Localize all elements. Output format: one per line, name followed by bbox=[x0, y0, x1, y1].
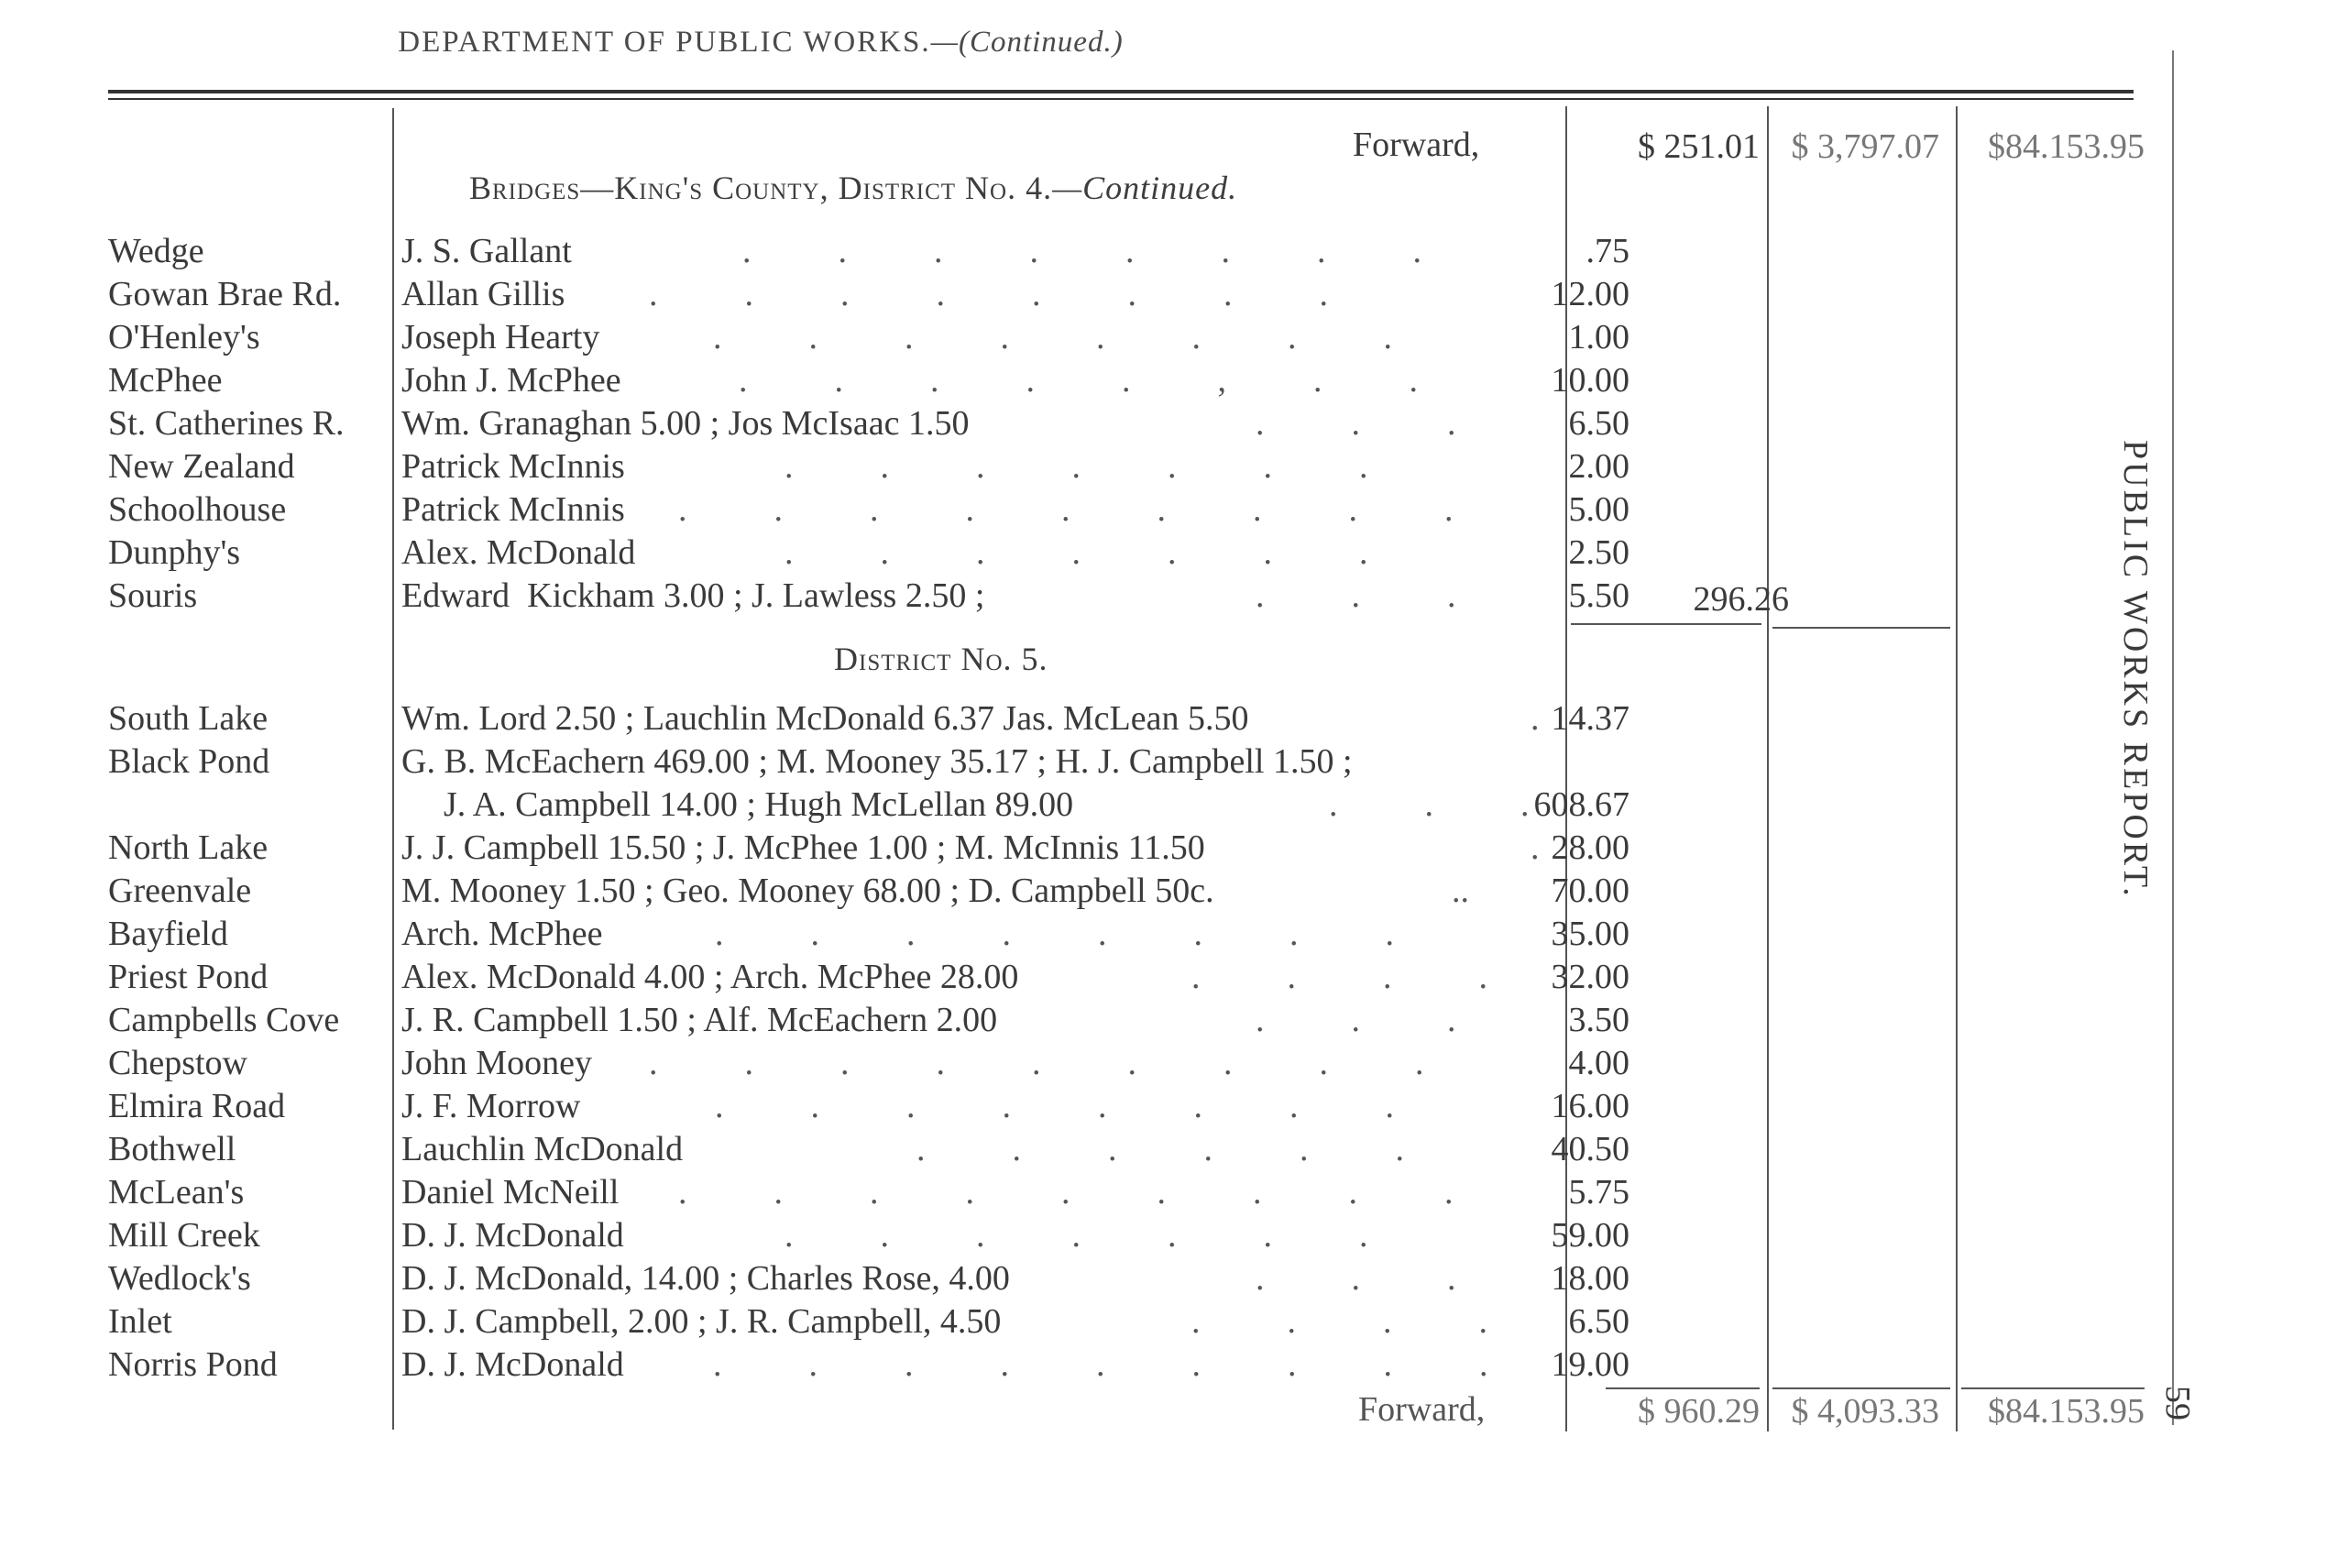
leader-dots: . . . . . , . . bbox=[739, 361, 1418, 400]
leader-dots: . . . . . . . . bbox=[742, 232, 1421, 270]
leader-dots: . . . . . . . . bbox=[715, 1087, 1394, 1125]
leader-dots: . . . . . . . . bbox=[649, 275, 1328, 313]
row-payee: J. J. Campbell 15.50 ; J. McPhee 1.00 ; M. McInnis 11.50 bbox=[401, 828, 1205, 867]
table-row bbox=[0, 871, 2218, 913]
leader-dots: . . . . . . . . . bbox=[678, 490, 1454, 529]
row-payee: Lauchlin McDonald bbox=[401, 1130, 684, 1168]
row-amount: 3.50 bbox=[1568, 1001, 1629, 1039]
row-amount: 35.00 bbox=[1551, 915, 1629, 953]
row-amount: 70.00 bbox=[1551, 872, 1629, 910]
row-amount: 5.00 bbox=[1568, 490, 1629, 529]
row-amount: 59.00 bbox=[1551, 1216, 1629, 1255]
table-row bbox=[0, 274, 2218, 316]
forward-top-col1: $ 251.01 bbox=[1638, 127, 1760, 166]
section2-title: District No. 5. bbox=[834, 641, 1048, 677]
leader-dots: . . . . . . . . . bbox=[713, 1345, 1488, 1384]
row-amount: 2.50 bbox=[1568, 533, 1629, 572]
row-location: Gowan Brae Rd. bbox=[108, 275, 342, 313]
row-location: Inlet bbox=[108, 1302, 172, 1341]
table-row bbox=[0, 532, 2218, 575]
row-payee: John J. McPhee bbox=[401, 361, 621, 400]
row-payee: Patrick McInnis bbox=[401, 447, 625, 486]
table-row bbox=[0, 446, 2218, 488]
running-title: PUBLIC WORKS REPORT. bbox=[2116, 440, 2155, 899]
leader-dots: . . . bbox=[1329, 785, 1530, 824]
row-payee: Wm. Lord 2.50 ; Lauchlin McDonald 6.37 Jas. McLean 5.50 bbox=[401, 699, 1249, 738]
row-amount: 18.00 bbox=[1551, 1259, 1629, 1298]
row-amount: 10.00 bbox=[1551, 361, 1629, 400]
subtotal-rule-col1 bbox=[1571, 623, 1761, 625]
row-payee: Arch. McPhee bbox=[401, 915, 603, 953]
forward-bottom-col2: $ 4,093.33 bbox=[1791, 1392, 1939, 1431]
row-location: McLean's bbox=[108, 1173, 245, 1212]
row-payee: Patrick McInnis bbox=[401, 490, 625, 529]
table-row bbox=[0, 1301, 2218, 1343]
row-payee: Joseph Hearty bbox=[401, 318, 600, 356]
row-payee: Alex. McDonald bbox=[401, 533, 636, 572]
row-amount: 28.00 bbox=[1551, 828, 1629, 867]
leader-dots: . . . bbox=[1256, 1001, 1456, 1039]
header-continued: —(Continued.) bbox=[930, 26, 1124, 59]
row-payee: Wm. Granaghan 5.00 ; Jos McIsaac 1.50 bbox=[401, 404, 970, 443]
section1-title-text: Bridges—King's County, District No. 4. bbox=[469, 170, 1053, 206]
subtotal-rule-col2 bbox=[1772, 627, 1950, 629]
row-payee: D. J. McDonald bbox=[401, 1216, 624, 1255]
leader-dots: . . . . . . . . bbox=[713, 318, 1392, 356]
row-payee: J. F. Morrow bbox=[401, 1087, 581, 1125]
row-location: Mill Creek bbox=[108, 1216, 260, 1255]
leader-dots: . . . . bbox=[1191, 1302, 1487, 1341]
page-number: 59 bbox=[2158, 1386, 2197, 1420]
table-row bbox=[0, 957, 2218, 999]
row-payee: J. R. Campbell 1.50 ; Alf. McEachern 2.00 bbox=[401, 1001, 998, 1039]
row-location: South Lake bbox=[108, 699, 269, 738]
row-amount: 6.50 bbox=[1568, 1302, 1629, 1341]
row-amount: 40.50 bbox=[1551, 1130, 1629, 1168]
row-amount: 1.00 bbox=[1568, 318, 1629, 356]
row-amount: 14.37 bbox=[1551, 699, 1629, 738]
row-location: Wedlock's bbox=[108, 1259, 251, 1298]
row-location: Wedge bbox=[108, 232, 204, 270]
leader-dots: . . . . . . . . . bbox=[649, 1044, 1424, 1082]
row-location: McPhee bbox=[108, 361, 223, 400]
forward-bottom-col3: $84.153.95 bbox=[1988, 1392, 2145, 1431]
table-row bbox=[0, 698, 2218, 740]
leader-dots: . . . . . . . bbox=[784, 447, 1368, 486]
row-payee: Daniel McNeill bbox=[401, 1173, 620, 1212]
forward-label-top: Forward, bbox=[1353, 126, 1480, 164]
row-payee: M. Mooney 1.50 ; Geo. Mooney 68.00 ; D. Campbell 50c. bbox=[401, 872, 1214, 910]
leader-dots: . . . bbox=[1256, 576, 1456, 615]
leader-dots: . bbox=[1531, 828, 1540, 867]
total-rule-col2 bbox=[1772, 1387, 1950, 1389]
row-amount: 5.50 bbox=[1568, 576, 1629, 615]
table-row bbox=[0, 914, 2218, 956]
forward-top-col2: $ 3,797.07 bbox=[1791, 127, 1939, 166]
row-payee: Allan Gillis bbox=[401, 275, 565, 313]
row-location: Campbells Cove bbox=[108, 1001, 340, 1039]
row-location: New Zealand bbox=[108, 447, 295, 486]
table-row bbox=[0, 828, 2218, 870]
row-payee: J. S. Gallant bbox=[401, 232, 572, 270]
forward-top-col3: $84.153.95 bbox=[1988, 127, 2145, 166]
row-payee: D. J. McDonald, 14.00 ; Charles Rose, 4.00 bbox=[401, 1259, 1010, 1298]
row-location: Greenvale bbox=[108, 872, 252, 910]
row-location: St. Catherines R. bbox=[108, 404, 345, 443]
table-row bbox=[0, 1172, 2218, 1214]
table-row bbox=[0, 360, 2218, 402]
row-payee: D. J. McDonald bbox=[401, 1345, 624, 1384]
table-row bbox=[0, 576, 2218, 618]
table-row bbox=[0, 1086, 2218, 1128]
header-rule-top bbox=[108, 90, 2134, 93]
row-amount: 16.00 bbox=[1551, 1087, 1629, 1125]
row-payee: Alex. McDonald 4.00 ; Arch. McPhee 28.00 bbox=[401, 958, 1019, 996]
row-payee: G. B. McEachern 469.00 ; M. Mooney 35.17 ; H. J. Campbell 1.50 ; bbox=[401, 742, 1353, 781]
leader-dots: . . . . . . . bbox=[784, 1216, 1368, 1255]
row-amount: .75 bbox=[1585, 232, 1629, 270]
row-payee: John Mooney bbox=[401, 1044, 592, 1082]
row-amount: 608.67 bbox=[1533, 785, 1629, 824]
forward-label-bottom: Forward, bbox=[1358, 1390, 1486, 1429]
row-location: O'Henley's bbox=[108, 318, 260, 356]
table-row bbox=[0, 1258, 2218, 1300]
row-payee: Edward Kickham 3.00 ; J. Lawless 2.50 ; bbox=[401, 576, 985, 615]
table-row bbox=[0, 317, 2218, 359]
section1-continued: —Continued. bbox=[1052, 170, 1238, 206]
leader-dots: . . . . . . . . . bbox=[678, 1173, 1454, 1212]
row-payee: D. J. Campbell, 2.00 ; J. R. Campbell, 4.50 bbox=[401, 1302, 1002, 1341]
forward-bottom-col1: $ 960.29 bbox=[1638, 1392, 1760, 1431]
leader-dots: . . . bbox=[1256, 1259, 1456, 1298]
leader-dots: . bbox=[1531, 699, 1540, 738]
table-row bbox=[0, 741, 2218, 784]
table-row bbox=[0, 403, 2218, 445]
row-location: Elmira Road bbox=[108, 1087, 286, 1125]
table-row bbox=[0, 1043, 2218, 1085]
row-location: Schoolhouse bbox=[108, 490, 287, 529]
table-row bbox=[0, 1129, 2218, 1171]
leader-dots: . . . . . . . . bbox=[715, 915, 1394, 953]
row-amount: 19.00 bbox=[1551, 1345, 1629, 1384]
row-amount: 4.00 bbox=[1568, 1044, 1629, 1082]
leader-dots: . . . . . . . bbox=[784, 533, 1368, 572]
row-location: Bothwell bbox=[108, 1130, 236, 1168]
row-payee-continued: J. A. Campbell 14.00 ; Hugh McLellan 89.00 bbox=[444, 785, 1074, 824]
table-row bbox=[0, 489, 2218, 532]
table-row bbox=[0, 1344, 2218, 1387]
section1-title bbox=[469, 169, 1237, 207]
table-row bbox=[0, 1000, 2218, 1042]
row-location: Norris Pond bbox=[108, 1345, 278, 1384]
row-amount: 2.00 bbox=[1568, 447, 1629, 486]
row-location: Dunphy's bbox=[108, 533, 241, 572]
row-location: North Lake bbox=[108, 828, 269, 867]
row-amount: 6.50 bbox=[1568, 404, 1629, 443]
row-location: Chepstow bbox=[108, 1044, 247, 1082]
leader-dots: . . . . . . bbox=[916, 1130, 1404, 1168]
row-amount: 12.00 bbox=[1551, 275, 1629, 313]
row-location: Bayfield bbox=[108, 915, 228, 953]
page-header bbox=[0, 26, 1521, 60]
row-subtotal: 296.26 bbox=[1693, 580, 1789, 619]
row-location: Black Pond bbox=[108, 742, 270, 781]
table-row bbox=[0, 784, 2218, 827]
table-row bbox=[0, 231, 2218, 273]
leader-dots: . . . bbox=[1256, 404, 1456, 443]
total-rule-col3 bbox=[1961, 1387, 2145, 1389]
total-rule-col1 bbox=[1606, 1387, 1760, 1389]
row-amount: 5.75 bbox=[1568, 1173, 1629, 1212]
row-location: Priest Pond bbox=[108, 958, 269, 996]
row-amount: 32.00 bbox=[1551, 958, 1629, 996]
row-location: Souris bbox=[108, 576, 198, 615]
leader-dots: .. bbox=[1452, 872, 1469, 910]
table-row bbox=[0, 1215, 2218, 1257]
header-rule-bottom bbox=[108, 98, 2134, 100]
header-title: DEPARTMENT OF PUBLIC WORKS. bbox=[398, 26, 931, 59]
leader-dots: . . . . bbox=[1191, 958, 1487, 996]
